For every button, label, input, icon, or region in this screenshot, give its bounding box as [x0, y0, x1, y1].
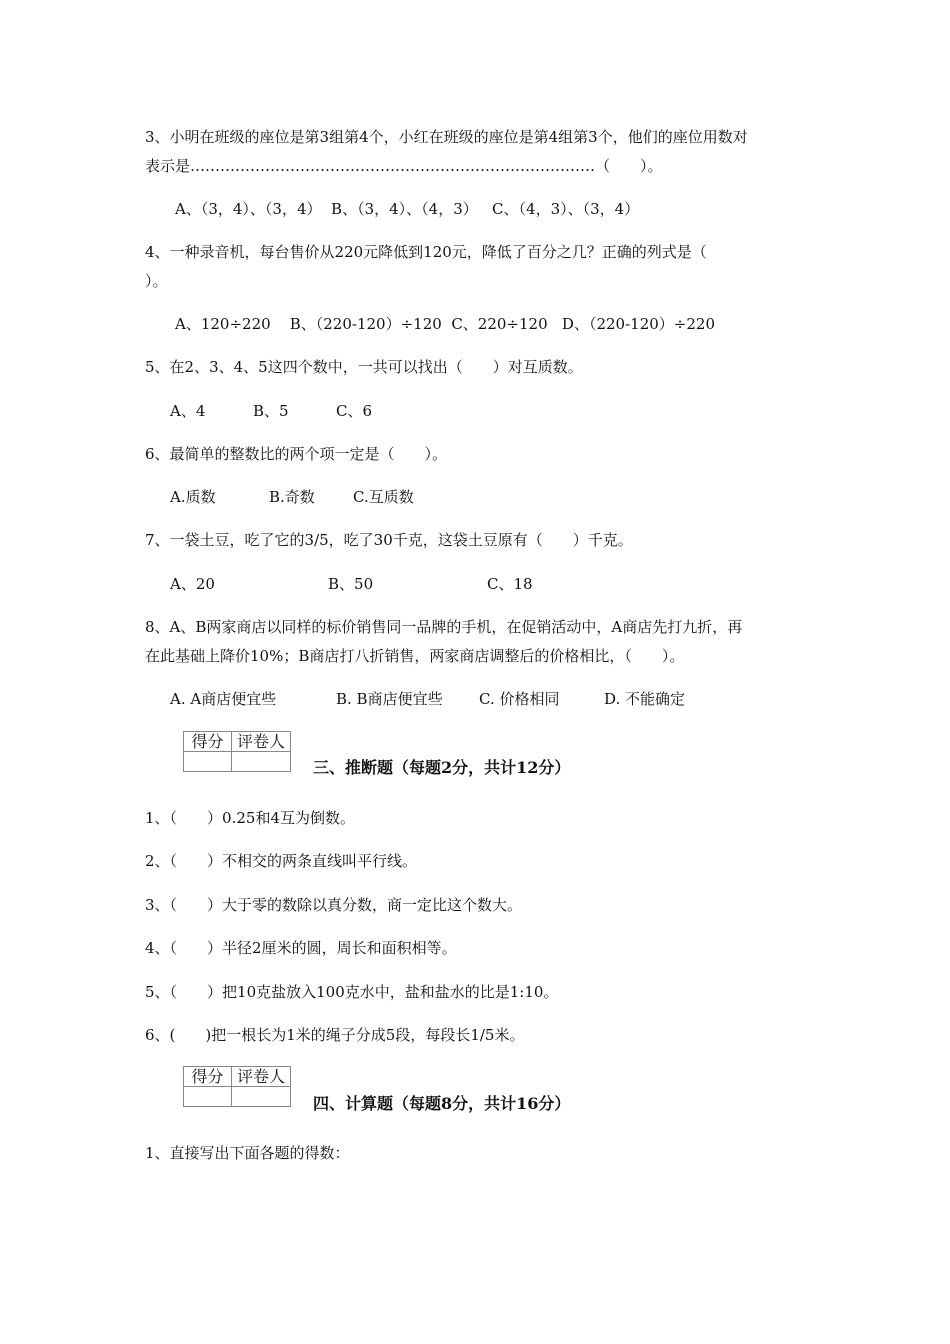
- question-8-text-line1: 8、A、B两家商店以同样的标价销售同一品牌的手机，在促销活动中，A商店先打九折，再: [145, 618, 743, 636]
- score-label: 得分: [184, 732, 232, 752]
- section-4-item-1: 1、直接写出下面各题的得数：: [145, 1144, 350, 1162]
- question-3-text-line1: 3、小明在班级的座位是第3组第4个，小红在班级的座位是第4组第3个，他们的座位用数对: [145, 128, 748, 146]
- question-4-options: A、120÷220 B、（220-120）÷120 C、220÷120 D、（220-120）÷220: [175, 315, 715, 333]
- section-4-title: 四、计算题（每题8分，共计16分）: [313, 1094, 571, 1113]
- section-3-title: 三、推断题（每题2分，共计12分）: [313, 758, 571, 777]
- question-6-option-c: C.互质数: [353, 488, 414, 506]
- question-8-option-d: D. 不能确定: [604, 690, 686, 708]
- score-box-section-4: [183, 1066, 291, 1107]
- question-5-option-c: C、6: [336, 402, 373, 420]
- question-7-text: 7、一袋土豆，吃了它的3/5，吃了30千克，这袋土豆原有（ ）千克。: [145, 531, 633, 549]
- question-8-option-c: C. 价格相同: [479, 690, 560, 708]
- grader-label: 评卷人: [232, 1067, 291, 1087]
- question-5-text: 5、在2、3、4、5这四个数中，一共可以找出（ ）对互质数。: [145, 358, 583, 376]
- question-7-option-b: B、50: [328, 575, 374, 593]
- question-6-option-a: A.质数: [170, 488, 216, 506]
- question-7-option-a: A、20: [170, 575, 215, 593]
- question-6-option-b: B.奇数: [269, 488, 315, 506]
- question-7-option-c: C、18: [487, 575, 533, 593]
- question-3-text-line2: 表示是………………………………………………………………………（ ）。: [145, 157, 663, 175]
- section-3-item-5: 5、（ ）把10克盐放入100克水中，盐和盐水的比是1:10。: [145, 983, 559, 1001]
- grader-cell: [232, 1087, 291, 1107]
- score-box-section-3: [183, 731, 291, 772]
- grader-label: 评卷人: [232, 732, 291, 752]
- question-8-option-a: A. A商店便宜些: [170, 690, 277, 708]
- section-3-item-3: 3、（ ）大于零的数除以真分数，商一定比这个数大。: [145, 896, 523, 914]
- question-6-text: 6、最简单的整数比的两个项一定是（ ）。: [145, 445, 448, 463]
- section-3-item-2: 2、（ ）不相交的两条直线叫平行线。: [145, 852, 418, 870]
- section-3-item-6: 6、( )把一根长为1米的绳子分成5段，每段长1/5米。: [145, 1026, 525, 1044]
- question-5-option-a: A、4: [170, 402, 206, 420]
- score-cell: [184, 1087, 232, 1107]
- section-3-item-4: 4、（ ）半径2厘米的圆，周长和面积相等。: [145, 939, 457, 957]
- score-cell: [184, 752, 232, 772]
- question-3-options: A、（3，4）、（3，4） B、（3，4）、（4，3） C、（4，3）、（3，4）: [175, 200, 640, 218]
- question-8-option-b: B. B商店便宜些: [336, 690, 443, 708]
- grader-cell: [232, 752, 291, 772]
- question-5-option-b: B、5: [253, 402, 289, 420]
- question-8-text-line2: 在此基础上降价10%；B商店打八折销售，两家商店调整后的价格相比，（ ）。: [145, 647, 685, 665]
- question-4-text-line1: 4、一种录音机，每台售价从220元降低到120元，降低了百分之几？正确的列式是（: [145, 243, 707, 261]
- score-label: 得分: [184, 1067, 232, 1087]
- section-3-item-1: 1、（ ）0.25和4互为倒数。: [145, 809, 355, 827]
- question-4-text-line2: ）。: [145, 272, 168, 290]
